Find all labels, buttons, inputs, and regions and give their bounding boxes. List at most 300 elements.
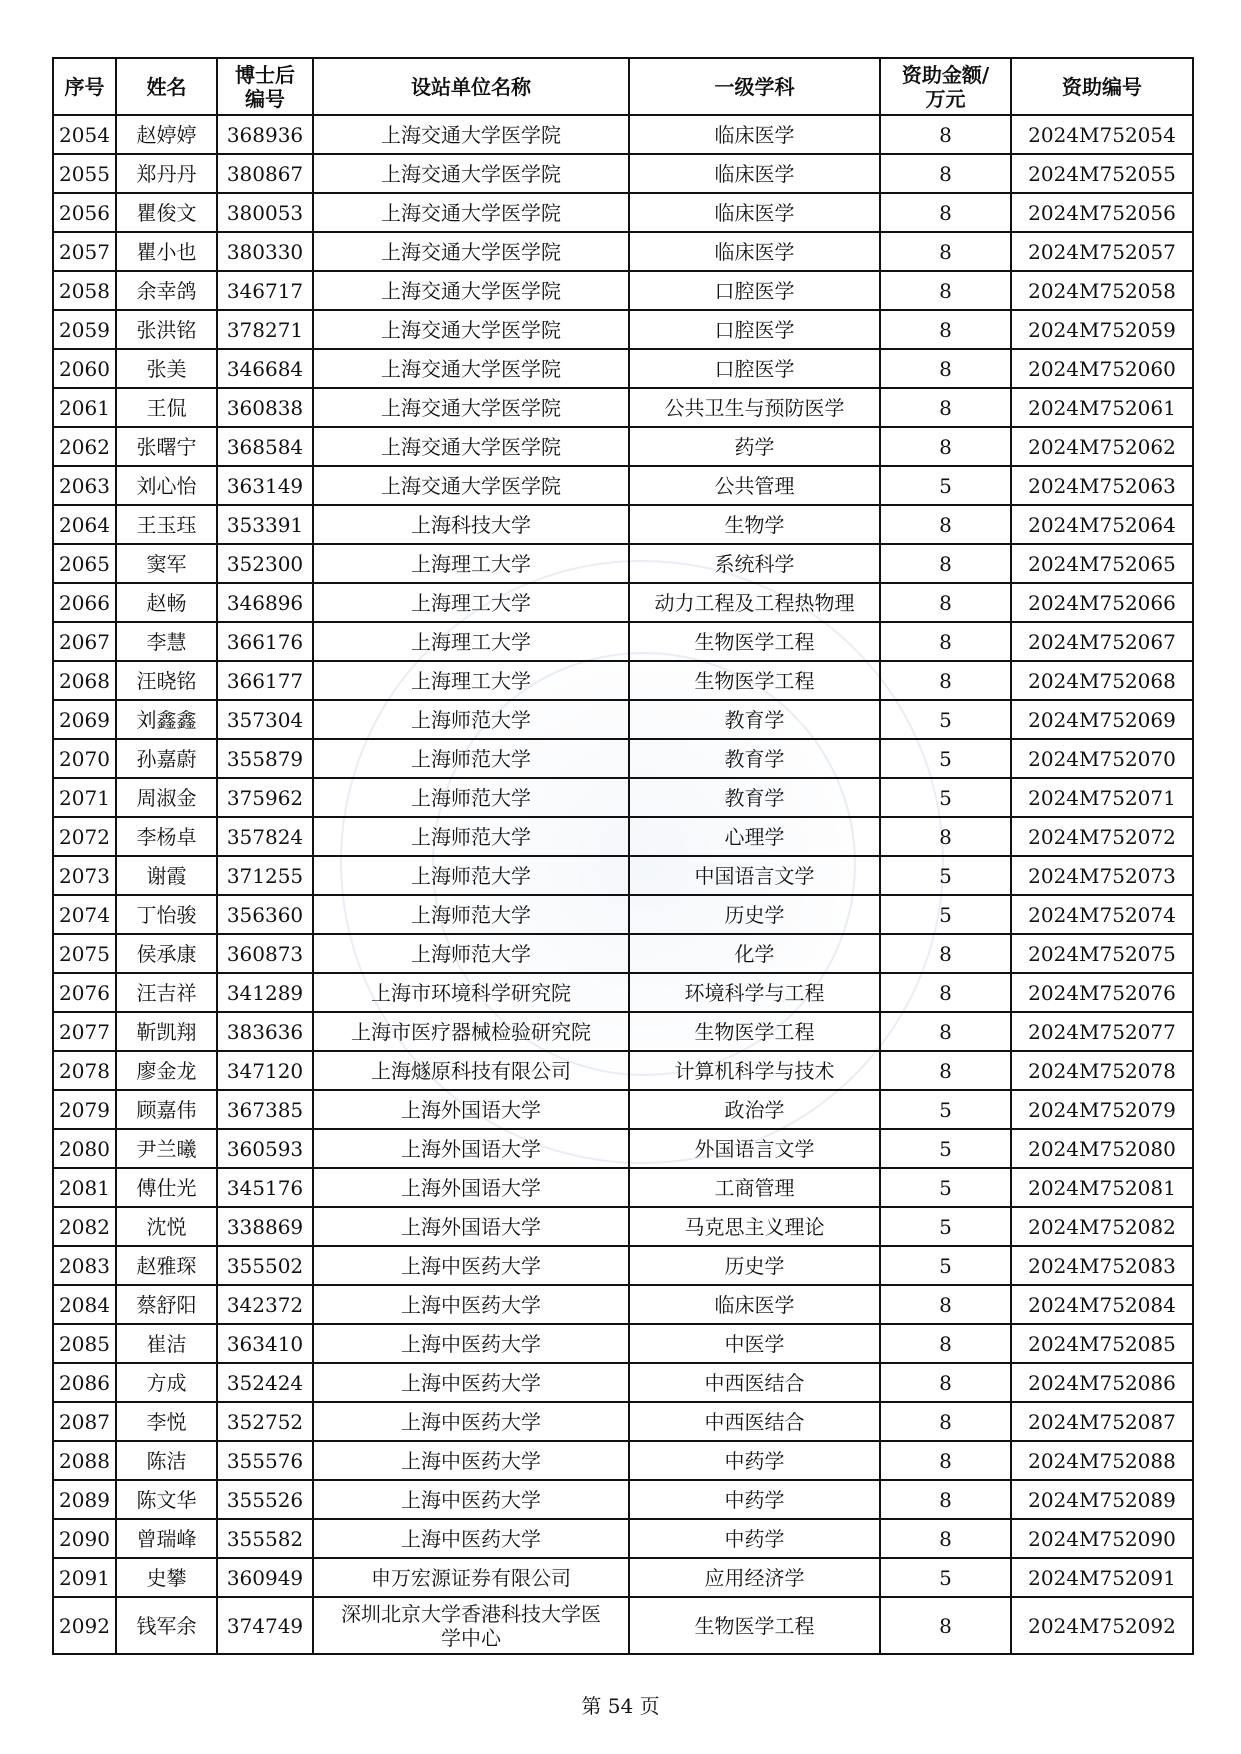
cell-postdoc-id: 357304 bbox=[217, 700, 313, 739]
cell-amount: 8 bbox=[880, 232, 1011, 271]
cell-discipline: 动力工程及工程热物理 bbox=[629, 583, 880, 622]
table-row bbox=[53, 583, 1193, 622]
cell-postdoc-id: 352424 bbox=[217, 1363, 313, 1402]
header-seq: 序号 bbox=[53, 58, 116, 115]
cell-seq: 2087 bbox=[53, 1402, 116, 1441]
cell-seq: 2073 bbox=[53, 856, 116, 895]
cell-name: 顾嘉伟 bbox=[116, 1090, 217, 1129]
cell-seq: 2063 bbox=[53, 466, 116, 505]
header-row bbox=[53, 58, 1193, 115]
cell-discipline: 临床医学 bbox=[629, 154, 880, 193]
cell-institution: 上海中医药大学 bbox=[313, 1285, 629, 1324]
cell-institution: 上海燧原科技有限公司 bbox=[313, 1051, 629, 1090]
cell-discipline: 口腔医学 bbox=[629, 310, 880, 349]
cell-seq: 2083 bbox=[53, 1246, 116, 1285]
table-row bbox=[53, 1207, 1193, 1246]
cell-amount: 5 bbox=[880, 1207, 1011, 1246]
table-row bbox=[53, 1402, 1193, 1441]
cell-postdoc-id: 371255 bbox=[217, 856, 313, 895]
cell-seq: 2078 bbox=[53, 1051, 116, 1090]
cell-name: 刘鑫鑫 bbox=[116, 700, 217, 739]
cell-amount: 8 bbox=[880, 817, 1011, 856]
cell-discipline: 临床医学 bbox=[629, 115, 880, 154]
cell-seq: 2061 bbox=[53, 388, 116, 427]
cell-name: 张洪铭 bbox=[116, 310, 217, 349]
cell-seq: 2066 bbox=[53, 583, 116, 622]
cell-name: 侯承康 bbox=[116, 934, 217, 973]
cell-name: 丁怡骏 bbox=[116, 895, 217, 934]
cell-seq: 2080 bbox=[53, 1129, 116, 1168]
cell-discipline: 计算机科学与技术 bbox=[629, 1051, 880, 1090]
cell-name: 尹兰曦 bbox=[116, 1129, 217, 1168]
cell-name: 赵畅 bbox=[116, 583, 217, 622]
cell-grant-id: 2024M752064 bbox=[1011, 505, 1193, 544]
table-row bbox=[53, 739, 1193, 778]
cell-name: 钱军余 bbox=[116, 1597, 217, 1654]
cell-amount: 8 bbox=[880, 1402, 1011, 1441]
cell-grant-id: 2024M752073 bbox=[1011, 856, 1193, 895]
cell-amount: 8 bbox=[880, 388, 1011, 427]
cell-grant-id: 2024M752060 bbox=[1011, 349, 1193, 388]
cell-postdoc-id: 357824 bbox=[217, 817, 313, 856]
cell-amount: 8 bbox=[880, 1480, 1011, 1519]
cell-amount: 5 bbox=[880, 856, 1011, 895]
cell-institution: 上海交通大学医学院 bbox=[313, 232, 629, 271]
cell-seq: 2062 bbox=[53, 427, 116, 466]
table-row bbox=[53, 1363, 1193, 1402]
cell-postdoc-id: 375962 bbox=[217, 778, 313, 817]
cell-name: 王侃 bbox=[116, 388, 217, 427]
cell-institution: 上海师范大学 bbox=[313, 934, 629, 973]
cell-postdoc-id: 380330 bbox=[217, 232, 313, 271]
cell-seq: 2059 bbox=[53, 310, 116, 349]
table-row bbox=[53, 817, 1193, 856]
cell-seq: 2077 bbox=[53, 1012, 116, 1051]
cell-amount: 8 bbox=[880, 1597, 1011, 1654]
cell-amount: 8 bbox=[880, 1441, 1011, 1480]
cell-name: 瞿小也 bbox=[116, 232, 217, 271]
table-row bbox=[53, 388, 1193, 427]
cell-institution: 上海中医药大学 bbox=[313, 1441, 629, 1480]
cell-discipline: 教育学 bbox=[629, 739, 880, 778]
cell-discipline: 生物医学工程 bbox=[629, 661, 880, 700]
cell-seq: 2068 bbox=[53, 661, 116, 700]
cell-grant-id: 2024M752063 bbox=[1011, 466, 1193, 505]
table-row bbox=[53, 1324, 1193, 1363]
table-row bbox=[53, 622, 1193, 661]
cell-amount: 5 bbox=[880, 778, 1011, 817]
cell-discipline: 公共卫生与预防医学 bbox=[629, 388, 880, 427]
table-row bbox=[53, 1012, 1193, 1051]
cell-seq: 2070 bbox=[53, 739, 116, 778]
cell-amount: 8 bbox=[880, 349, 1011, 388]
cell-grant-id: 2024M752075 bbox=[1011, 934, 1193, 973]
cell-institution: 上海理工大学 bbox=[313, 583, 629, 622]
cell-name: 方成 bbox=[116, 1363, 217, 1402]
cell-amount: 8 bbox=[880, 505, 1011, 544]
cell-name: 陈洁 bbox=[116, 1441, 217, 1480]
cell-seq: 2067 bbox=[53, 622, 116, 661]
cell-grant-id: 2024M752066 bbox=[1011, 583, 1193, 622]
cell-postdoc-id: 355576 bbox=[217, 1441, 313, 1480]
cell-name: 曾瑞峰 bbox=[116, 1519, 217, 1558]
cell-discipline: 教育学 bbox=[629, 778, 880, 817]
cell-postdoc-id: 378271 bbox=[217, 310, 313, 349]
cell-postdoc-id: 355879 bbox=[217, 739, 313, 778]
cell-discipline: 临床医学 bbox=[629, 1285, 880, 1324]
cell-name: 靳凯翔 bbox=[116, 1012, 217, 1051]
cell-postdoc-id: 341289 bbox=[217, 973, 313, 1012]
cell-discipline: 系统科学 bbox=[629, 544, 880, 583]
cell-institution: 上海交通大学医学院 bbox=[313, 349, 629, 388]
cell-grant-id: 2024M752090 bbox=[1011, 1519, 1193, 1558]
cell-postdoc-id: 368584 bbox=[217, 427, 313, 466]
cell-institution: 上海交通大学医学院 bbox=[313, 427, 629, 466]
cell-postdoc-id: 366176 bbox=[217, 622, 313, 661]
cell-postdoc-id: 360873 bbox=[217, 934, 313, 973]
cell-amount: 5 bbox=[880, 700, 1011, 739]
cell-grant-id: 2024M752072 bbox=[1011, 817, 1193, 856]
cell-institution: 上海师范大学 bbox=[313, 895, 629, 934]
cell-postdoc-id: 353391 bbox=[217, 505, 313, 544]
cell-amount: 8 bbox=[880, 1051, 1011, 1090]
cell-grant-id: 2024M752081 bbox=[1011, 1168, 1193, 1207]
cell-discipline: 教育学 bbox=[629, 700, 880, 739]
cell-name: 窦军 bbox=[116, 544, 217, 583]
cell-institution: 上海理工大学 bbox=[313, 622, 629, 661]
table-row bbox=[53, 1519, 1193, 1558]
table-row bbox=[53, 544, 1193, 583]
cell-discipline: 中药学 bbox=[629, 1480, 880, 1519]
cell-amount: 8 bbox=[880, 622, 1011, 661]
cell-discipline: 中药学 bbox=[629, 1441, 880, 1480]
header-amount: 资助金额/ 万元 bbox=[880, 58, 1011, 115]
cell-name: 王玉珏 bbox=[116, 505, 217, 544]
cell-institution: 上海中医药大学 bbox=[313, 1363, 629, 1402]
cell-grant-id: 2024M752078 bbox=[1011, 1051, 1193, 1090]
cell-seq: 2075 bbox=[53, 934, 116, 973]
table-row bbox=[53, 505, 1193, 544]
cell-institution: 上海师范大学 bbox=[313, 700, 629, 739]
cell-seq: 2056 bbox=[53, 193, 116, 232]
cell-postdoc-id: 346717 bbox=[217, 271, 313, 310]
cell-amount: 5 bbox=[880, 739, 1011, 778]
cell-institution: 上海外国语大学 bbox=[313, 1090, 629, 1129]
header-grant-id: 资助编号 bbox=[1011, 58, 1193, 115]
table-row bbox=[53, 1051, 1193, 1090]
cell-discipline: 公共管理 bbox=[629, 466, 880, 505]
cell-seq: 2079 bbox=[53, 1090, 116, 1129]
cell-seq: 2088 bbox=[53, 1441, 116, 1480]
cell-discipline: 政治学 bbox=[629, 1090, 880, 1129]
cell-grant-id: 2024M752071 bbox=[1011, 778, 1193, 817]
cell-institution: 申万宏源证券有限公司 bbox=[313, 1558, 629, 1597]
cell-discipline: 马克思主义理论 bbox=[629, 1207, 880, 1246]
cell-grant-id: 2024M752079 bbox=[1011, 1090, 1193, 1129]
cell-name: 张美 bbox=[116, 349, 217, 388]
cell-postdoc-id: 380053 bbox=[217, 193, 313, 232]
cell-discipline: 中药学 bbox=[629, 1519, 880, 1558]
cell-institution: 上海师范大学 bbox=[313, 856, 629, 895]
cell-seq: 2082 bbox=[53, 1207, 116, 1246]
cell-grant-id: 2024M752077 bbox=[1011, 1012, 1193, 1051]
cell-name: 汪晓铭 bbox=[116, 661, 217, 700]
cell-name: 瞿俊文 bbox=[116, 193, 217, 232]
cell-grant-id: 2024M752089 bbox=[1011, 1480, 1193, 1519]
cell-name: 史攀 bbox=[116, 1558, 217, 1597]
cell-institution: 上海科技大学 bbox=[313, 505, 629, 544]
cell-postdoc-id: 355502 bbox=[217, 1246, 313, 1285]
cell-postdoc-id: 346684 bbox=[217, 349, 313, 388]
cell-amount: 8 bbox=[880, 271, 1011, 310]
cell-name: 沈悦 bbox=[116, 1207, 217, 1246]
cell-amount: 8 bbox=[880, 115, 1011, 154]
cell-amount: 5 bbox=[880, 1558, 1011, 1597]
cell-grant-id: 2024M752092 bbox=[1011, 1597, 1193, 1654]
cell-postdoc-id: 360949 bbox=[217, 1558, 313, 1597]
cell-institution: 上海中医药大学 bbox=[313, 1519, 629, 1558]
cell-grant-id: 2024M752054 bbox=[1011, 115, 1193, 154]
cell-grant-id: 2024M752056 bbox=[1011, 193, 1193, 232]
table-row bbox=[53, 310, 1193, 349]
cell-amount: 5 bbox=[880, 1168, 1011, 1207]
header-name: 姓名 bbox=[116, 58, 217, 115]
table-row bbox=[53, 856, 1193, 895]
cell-amount: 8 bbox=[880, 154, 1011, 193]
table-row bbox=[53, 1597, 1193, 1654]
cell-name: 张曙宁 bbox=[116, 427, 217, 466]
cell-name: 陈文华 bbox=[116, 1480, 217, 1519]
cell-discipline: 工商管理 bbox=[629, 1168, 880, 1207]
cell-seq: 2091 bbox=[53, 1558, 116, 1597]
cell-institution: 上海交通大学医学院 bbox=[313, 388, 629, 427]
cell-seq: 2072 bbox=[53, 817, 116, 856]
cell-discipline: 心理学 bbox=[629, 817, 880, 856]
cell-postdoc-id: 380867 bbox=[217, 154, 313, 193]
cell-institution: 上海理工大学 bbox=[313, 661, 629, 700]
cell-discipline: 中国语言文学 bbox=[629, 856, 880, 895]
cell-institution: 上海师范大学 bbox=[313, 817, 629, 856]
cell-seq: 2064 bbox=[53, 505, 116, 544]
cell-amount: 8 bbox=[880, 193, 1011, 232]
cell-name: 刘心怡 bbox=[116, 466, 217, 505]
cell-seq: 2057 bbox=[53, 232, 116, 271]
table-row bbox=[53, 232, 1193, 271]
table-row bbox=[53, 349, 1193, 388]
cell-postdoc-id: 366177 bbox=[217, 661, 313, 700]
cell-seq: 2058 bbox=[53, 271, 116, 310]
cell-postdoc-id: 374749 bbox=[217, 1597, 313, 1654]
cell-grant-id: 2024M752080 bbox=[1011, 1129, 1193, 1168]
cell-discipline: 应用经济学 bbox=[629, 1558, 880, 1597]
cell-grant-id: 2024M752058 bbox=[1011, 271, 1193, 310]
cell-amount: 8 bbox=[880, 1285, 1011, 1324]
table-row bbox=[53, 154, 1193, 193]
cell-institution: 上海交通大学医学院 bbox=[313, 154, 629, 193]
cell-postdoc-id: 383636 bbox=[217, 1012, 313, 1051]
table-body bbox=[53, 115, 1193, 1654]
cell-grant-id: 2024M752065 bbox=[1011, 544, 1193, 583]
cell-grant-id: 2024M752069 bbox=[1011, 700, 1193, 739]
cell-seq: 2090 bbox=[53, 1519, 116, 1558]
cell-discipline: 药学 bbox=[629, 427, 880, 466]
cell-grant-id: 2024M752084 bbox=[1011, 1285, 1193, 1324]
cell-discipline: 临床医学 bbox=[629, 232, 880, 271]
cell-grant-id: 2024M752062 bbox=[1011, 427, 1193, 466]
table-row bbox=[53, 271, 1193, 310]
cell-amount: 8 bbox=[880, 1519, 1011, 1558]
cell-seq: 2074 bbox=[53, 895, 116, 934]
cell-postdoc-id: 355526 bbox=[217, 1480, 313, 1519]
cell-seq: 2089 bbox=[53, 1480, 116, 1519]
cell-seq: 2081 bbox=[53, 1168, 116, 1207]
cell-amount: 8 bbox=[880, 1324, 1011, 1363]
cell-name: 赵婷婷 bbox=[116, 115, 217, 154]
cell-discipline: 中医学 bbox=[629, 1324, 880, 1363]
funding-table bbox=[52, 57, 1194, 1655]
table-row bbox=[53, 1246, 1193, 1285]
cell-name: 余幸鸽 bbox=[116, 271, 217, 310]
table-row bbox=[53, 1480, 1193, 1519]
cell-postdoc-id: 360593 bbox=[217, 1129, 313, 1168]
cell-name: 孙嘉蔚 bbox=[116, 739, 217, 778]
cell-postdoc-id: 338869 bbox=[217, 1207, 313, 1246]
cell-institution: 上海交通大学医学院 bbox=[313, 310, 629, 349]
header-postdoc-id: 博士后 编号 bbox=[217, 58, 313, 115]
cell-postdoc-id: 346896 bbox=[217, 583, 313, 622]
cell-discipline: 历史学 bbox=[629, 1246, 880, 1285]
cell-amount: 5 bbox=[880, 895, 1011, 934]
cell-postdoc-id: 360838 bbox=[217, 388, 313, 427]
cell-grant-id: 2024M752057 bbox=[1011, 232, 1193, 271]
cell-amount: 8 bbox=[880, 1012, 1011, 1051]
cell-discipline: 口腔医学 bbox=[629, 271, 880, 310]
table-row bbox=[53, 193, 1193, 232]
cell-discipline: 临床医学 bbox=[629, 193, 880, 232]
cell-discipline: 生物医学工程 bbox=[629, 1597, 880, 1654]
cell-discipline: 化学 bbox=[629, 934, 880, 973]
cell-discipline: 口腔医学 bbox=[629, 349, 880, 388]
header-institution: 设站单位名称 bbox=[313, 58, 629, 115]
cell-amount: 8 bbox=[880, 310, 1011, 349]
cell-name: 傅仕光 bbox=[116, 1168, 217, 1207]
cell-name: 周淑金 bbox=[116, 778, 217, 817]
cell-postdoc-id: 352752 bbox=[217, 1402, 313, 1441]
cell-grant-id: 2024M752074 bbox=[1011, 895, 1193, 934]
cell-discipline: 中西医结合 bbox=[629, 1363, 880, 1402]
cell-postdoc-id: 363149 bbox=[217, 466, 313, 505]
cell-seq: 2055 bbox=[53, 154, 116, 193]
cell-institution: 上海外国语大学 bbox=[313, 1168, 629, 1207]
cell-postdoc-id: 363410 bbox=[217, 1324, 313, 1363]
page-number: 第 54 页 bbox=[581, 1694, 660, 1718]
cell-grant-id: 2024M752083 bbox=[1011, 1246, 1193, 1285]
cell-institution: 上海交通大学医学院 bbox=[313, 271, 629, 310]
cell-amount: 8 bbox=[880, 661, 1011, 700]
cell-amount: 8 bbox=[880, 544, 1011, 583]
table-row bbox=[53, 1090, 1193, 1129]
cell-postdoc-id: 355582 bbox=[217, 1519, 313, 1558]
cell-seq: 2085 bbox=[53, 1324, 116, 1363]
cell-institution: 深圳北京大学香港科技大学医学中心 bbox=[313, 1597, 629, 1654]
cell-institution: 上海交通大学医学院 bbox=[313, 466, 629, 505]
cell-institution: 上海师范大学 bbox=[313, 739, 629, 778]
cell-seq: 2084 bbox=[53, 1285, 116, 1324]
cell-name: 汪吉祥 bbox=[116, 973, 217, 1012]
cell-name: 廖金龙 bbox=[116, 1051, 217, 1090]
cell-amount: 8 bbox=[880, 583, 1011, 622]
cell-postdoc-id: 367385 bbox=[217, 1090, 313, 1129]
cell-postdoc-id: 356360 bbox=[217, 895, 313, 934]
table-row bbox=[53, 661, 1193, 700]
cell-postdoc-id: 342372 bbox=[217, 1285, 313, 1324]
table-row bbox=[53, 427, 1193, 466]
table-row bbox=[53, 1285, 1193, 1324]
cell-grant-id: 2024M752088 bbox=[1011, 1441, 1193, 1480]
cell-grant-id: 2024M752087 bbox=[1011, 1402, 1193, 1441]
cell-discipline: 环境科学与工程 bbox=[629, 973, 880, 1012]
table-row bbox=[53, 115, 1193, 154]
table-row bbox=[53, 1129, 1193, 1168]
cell-grant-id: 2024M752091 bbox=[1011, 1558, 1193, 1597]
cell-discipline: 生物医学工程 bbox=[629, 622, 880, 661]
header-discipline: 一级学科 bbox=[629, 58, 880, 115]
cell-amount: 5 bbox=[880, 1129, 1011, 1168]
cell-institution: 上海交通大学医学院 bbox=[313, 193, 629, 232]
cell-seq: 2086 bbox=[53, 1363, 116, 1402]
cell-institution: 上海师范大学 bbox=[313, 778, 629, 817]
table-row bbox=[53, 466, 1193, 505]
cell-grant-id: 2024M752068 bbox=[1011, 661, 1193, 700]
cell-institution: 上海市医疗器械检验研究院 bbox=[313, 1012, 629, 1051]
cell-grant-id: 2024M752059 bbox=[1011, 310, 1193, 349]
cell-discipline: 外国语言文学 bbox=[629, 1129, 880, 1168]
cell-institution: 上海中医药大学 bbox=[313, 1324, 629, 1363]
cell-amount: 8 bbox=[880, 427, 1011, 466]
cell-name: 李慧 bbox=[116, 622, 217, 661]
cell-grant-id: 2024M752061 bbox=[1011, 388, 1193, 427]
table-row bbox=[53, 1168, 1193, 1207]
cell-grant-id: 2024M752067 bbox=[1011, 622, 1193, 661]
cell-amount: 5 bbox=[880, 466, 1011, 505]
cell-institution: 上海外国语大学 bbox=[313, 1129, 629, 1168]
table-row bbox=[53, 700, 1193, 739]
table-row bbox=[53, 778, 1193, 817]
cell-grant-id: 2024M752076 bbox=[1011, 973, 1193, 1012]
cell-amount: 5 bbox=[880, 1090, 1011, 1129]
cell-name: 赵雅琛 bbox=[116, 1246, 217, 1285]
cell-grant-id: 2024M752086 bbox=[1011, 1363, 1193, 1402]
cell-seq: 2065 bbox=[53, 544, 116, 583]
cell-discipline: 历史学 bbox=[629, 895, 880, 934]
cell-postdoc-id: 345176 bbox=[217, 1168, 313, 1207]
cell-amount: 8 bbox=[880, 973, 1011, 1012]
cell-name: 谢霞 bbox=[116, 856, 217, 895]
cell-name: 李悦 bbox=[116, 1402, 217, 1441]
cell-postdoc-id: 368936 bbox=[217, 115, 313, 154]
cell-amount: 8 bbox=[880, 934, 1011, 973]
cell-grant-id: 2024M752085 bbox=[1011, 1324, 1193, 1363]
cell-institution: 上海中医药大学 bbox=[313, 1402, 629, 1441]
cell-postdoc-id: 347120 bbox=[217, 1051, 313, 1090]
cell-name: 李杨卓 bbox=[116, 817, 217, 856]
table-row bbox=[53, 934, 1193, 973]
cell-amount: 5 bbox=[880, 1246, 1011, 1285]
cell-institution: 上海外国语大学 bbox=[313, 1207, 629, 1246]
cell-discipline: 生物学 bbox=[629, 505, 880, 544]
cell-grant-id: 2024M752055 bbox=[1011, 154, 1193, 193]
cell-grant-id: 2024M752070 bbox=[1011, 739, 1193, 778]
